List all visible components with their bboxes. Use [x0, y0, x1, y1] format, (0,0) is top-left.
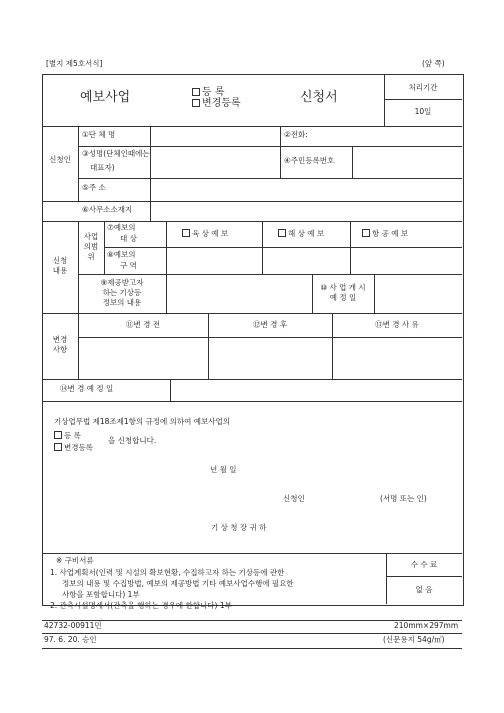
office-label: ⑥사무소소재지 — [82, 205, 133, 214]
checkbox-icon — [362, 229, 370, 237]
form-code: 42732-00911민 — [44, 621, 102, 630]
org-name-field[interactable] — [152, 128, 280, 144]
statement-line-2: 을 신청합니다. — [108, 436, 157, 445]
change-section-label-1: 변경 — [52, 335, 68, 344]
processing-period-value: 10일 — [414, 107, 432, 116]
applicant-section-label: 신청인 — [49, 155, 71, 164]
docs-title: ※ 구비서류 — [56, 556, 94, 565]
paper-size: 210mm×297mm — [394, 621, 459, 630]
region-label-1: ⑧예보의 — [107, 250, 136, 259]
scope-label-2: 의범 — [83, 242, 99, 251]
approval-date: 97. 6. 20. 승인 — [44, 635, 97, 644]
statement-sign: (서명 또는 인) — [380, 494, 427, 503]
statement-option-change[interactable]: 변경등록 — [54, 443, 93, 453]
checkbox-icon — [278, 229, 286, 237]
docs-item-1b: 정보의 내용 및 수집방법, 예보의 제공방법 기타 예보사업수행에 필요한 — [62, 579, 294, 588]
target-label-2: 대 상 — [120, 234, 137, 243]
title-option-register[interactable]: 등 록 — [192, 87, 225, 99]
start-date-label-1: ⑩ 사 업 개 시 — [320, 283, 366, 292]
change-section-label-2: 사항 — [52, 345, 68, 354]
info-label-3: 정보의 내용 — [102, 298, 142, 307]
phone-label: ②전화: — [284, 130, 308, 139]
region-label-2: 구 역 — [120, 261, 137, 270]
checkbox-icon — [192, 99, 200, 107]
region-field-2[interactable] — [264, 250, 352, 272]
checkbox-icon — [192, 88, 200, 96]
title-suffix: 신청서 — [300, 90, 338, 105]
change-after-header: ⑫변 경 후 — [252, 320, 287, 329]
phone-field[interactable] — [320, 128, 462, 144]
change-before-field[interactable] — [80, 340, 208, 376]
info-field[interactable] — [168, 277, 312, 309]
statement-date: 년 월 일 — [210, 465, 237, 474]
paper-type: (신문용지 54g/㎡) — [383, 635, 445, 644]
representative-label-2: 대표자) — [90, 163, 115, 172]
title-main: 예보사업 — [80, 90, 131, 105]
checkbox-icon — [182, 229, 190, 237]
info-label-2: 하는 기상등 — [102, 288, 142, 297]
change-date-field[interactable] — [172, 381, 462, 399]
start-date-field[interactable] — [376, 277, 462, 309]
scope-label-3: 위 — [87, 252, 95, 261]
office-field[interactable] — [152, 203, 462, 219]
target-label-1: ⑦예보의 — [107, 223, 136, 232]
scope-label-1: 사업 — [83, 232, 99, 241]
address-label: ⑤주 소 — [82, 183, 106, 192]
docs-item-1a: 1. 사업계획서(인력 및 시설의 확보현황, 수집하고자 하는 기상등에 관한 — [50, 568, 285, 577]
change-before-header: ⑪변 경 전 — [125, 320, 160, 329]
statement-line-1: 기상업무법 제18조제1항의 규정에 의하여 예보사업의 — [54, 417, 230, 426]
checkbox-icon — [54, 431, 62, 439]
docs-item-2: 2. 관측시설명세서(관측을 행하는 경우에 한합니다) 1부 — [50, 601, 232, 610]
statement-option-register[interactable]: 등 록 — [54, 431, 81, 441]
request-section-label-1: 신청 — [52, 256, 68, 265]
statement-applicant: 신청인 — [283, 494, 305, 503]
change-after-field[interactable] — [210, 340, 332, 376]
page-side: (앞 쪽) — [422, 59, 445, 68]
fee-label: 수 수 료 — [410, 560, 438, 569]
start-date-label-2: 예 정 일 — [329, 293, 357, 302]
request-section-label-2: 내용 — [52, 266, 68, 275]
change-reason-field[interactable] — [334, 340, 462, 376]
statement-addressee: 기 상 청 장 귀 하 — [211, 523, 267, 532]
region-field-3[interactable] — [352, 250, 462, 272]
docs-item-1c: 사항을 포함합니다) 1부 — [62, 590, 140, 599]
title-option-change[interactable]: 변경등록 — [192, 98, 241, 110]
fee-value: 없 음 — [415, 585, 433, 594]
change-reason-header: ⑬변 경 사 유 — [375, 320, 419, 329]
resident-no-field[interactable] — [354, 150, 462, 174]
target-option-sea[interactable]: 해 상 예 보 — [278, 229, 324, 239]
form-number: [별지 제5호서식] — [46, 59, 103, 68]
org-name-label: ①단 체 명 — [82, 130, 116, 139]
representative-label: ③성명(단체인때에는 — [82, 149, 150, 158]
address-field[interactable] — [152, 181, 462, 198]
representative-field[interactable] — [152, 150, 280, 174]
region-field-1[interactable] — [168, 250, 262, 272]
target-option-air[interactable]: 항 공 예 보 — [362, 229, 408, 239]
processing-period-label: 처리기간 — [408, 83, 438, 92]
info-label-1: ⑨제공받고자 — [100, 278, 144, 287]
change-date-label: ⑭변 경 예 정 일 — [60, 384, 114, 393]
resident-no-label: ④주민등록번호 — [284, 156, 335, 165]
target-option-land[interactable]: 육 상 예 보 — [182, 229, 228, 239]
checkbox-icon — [54, 443, 62, 451]
